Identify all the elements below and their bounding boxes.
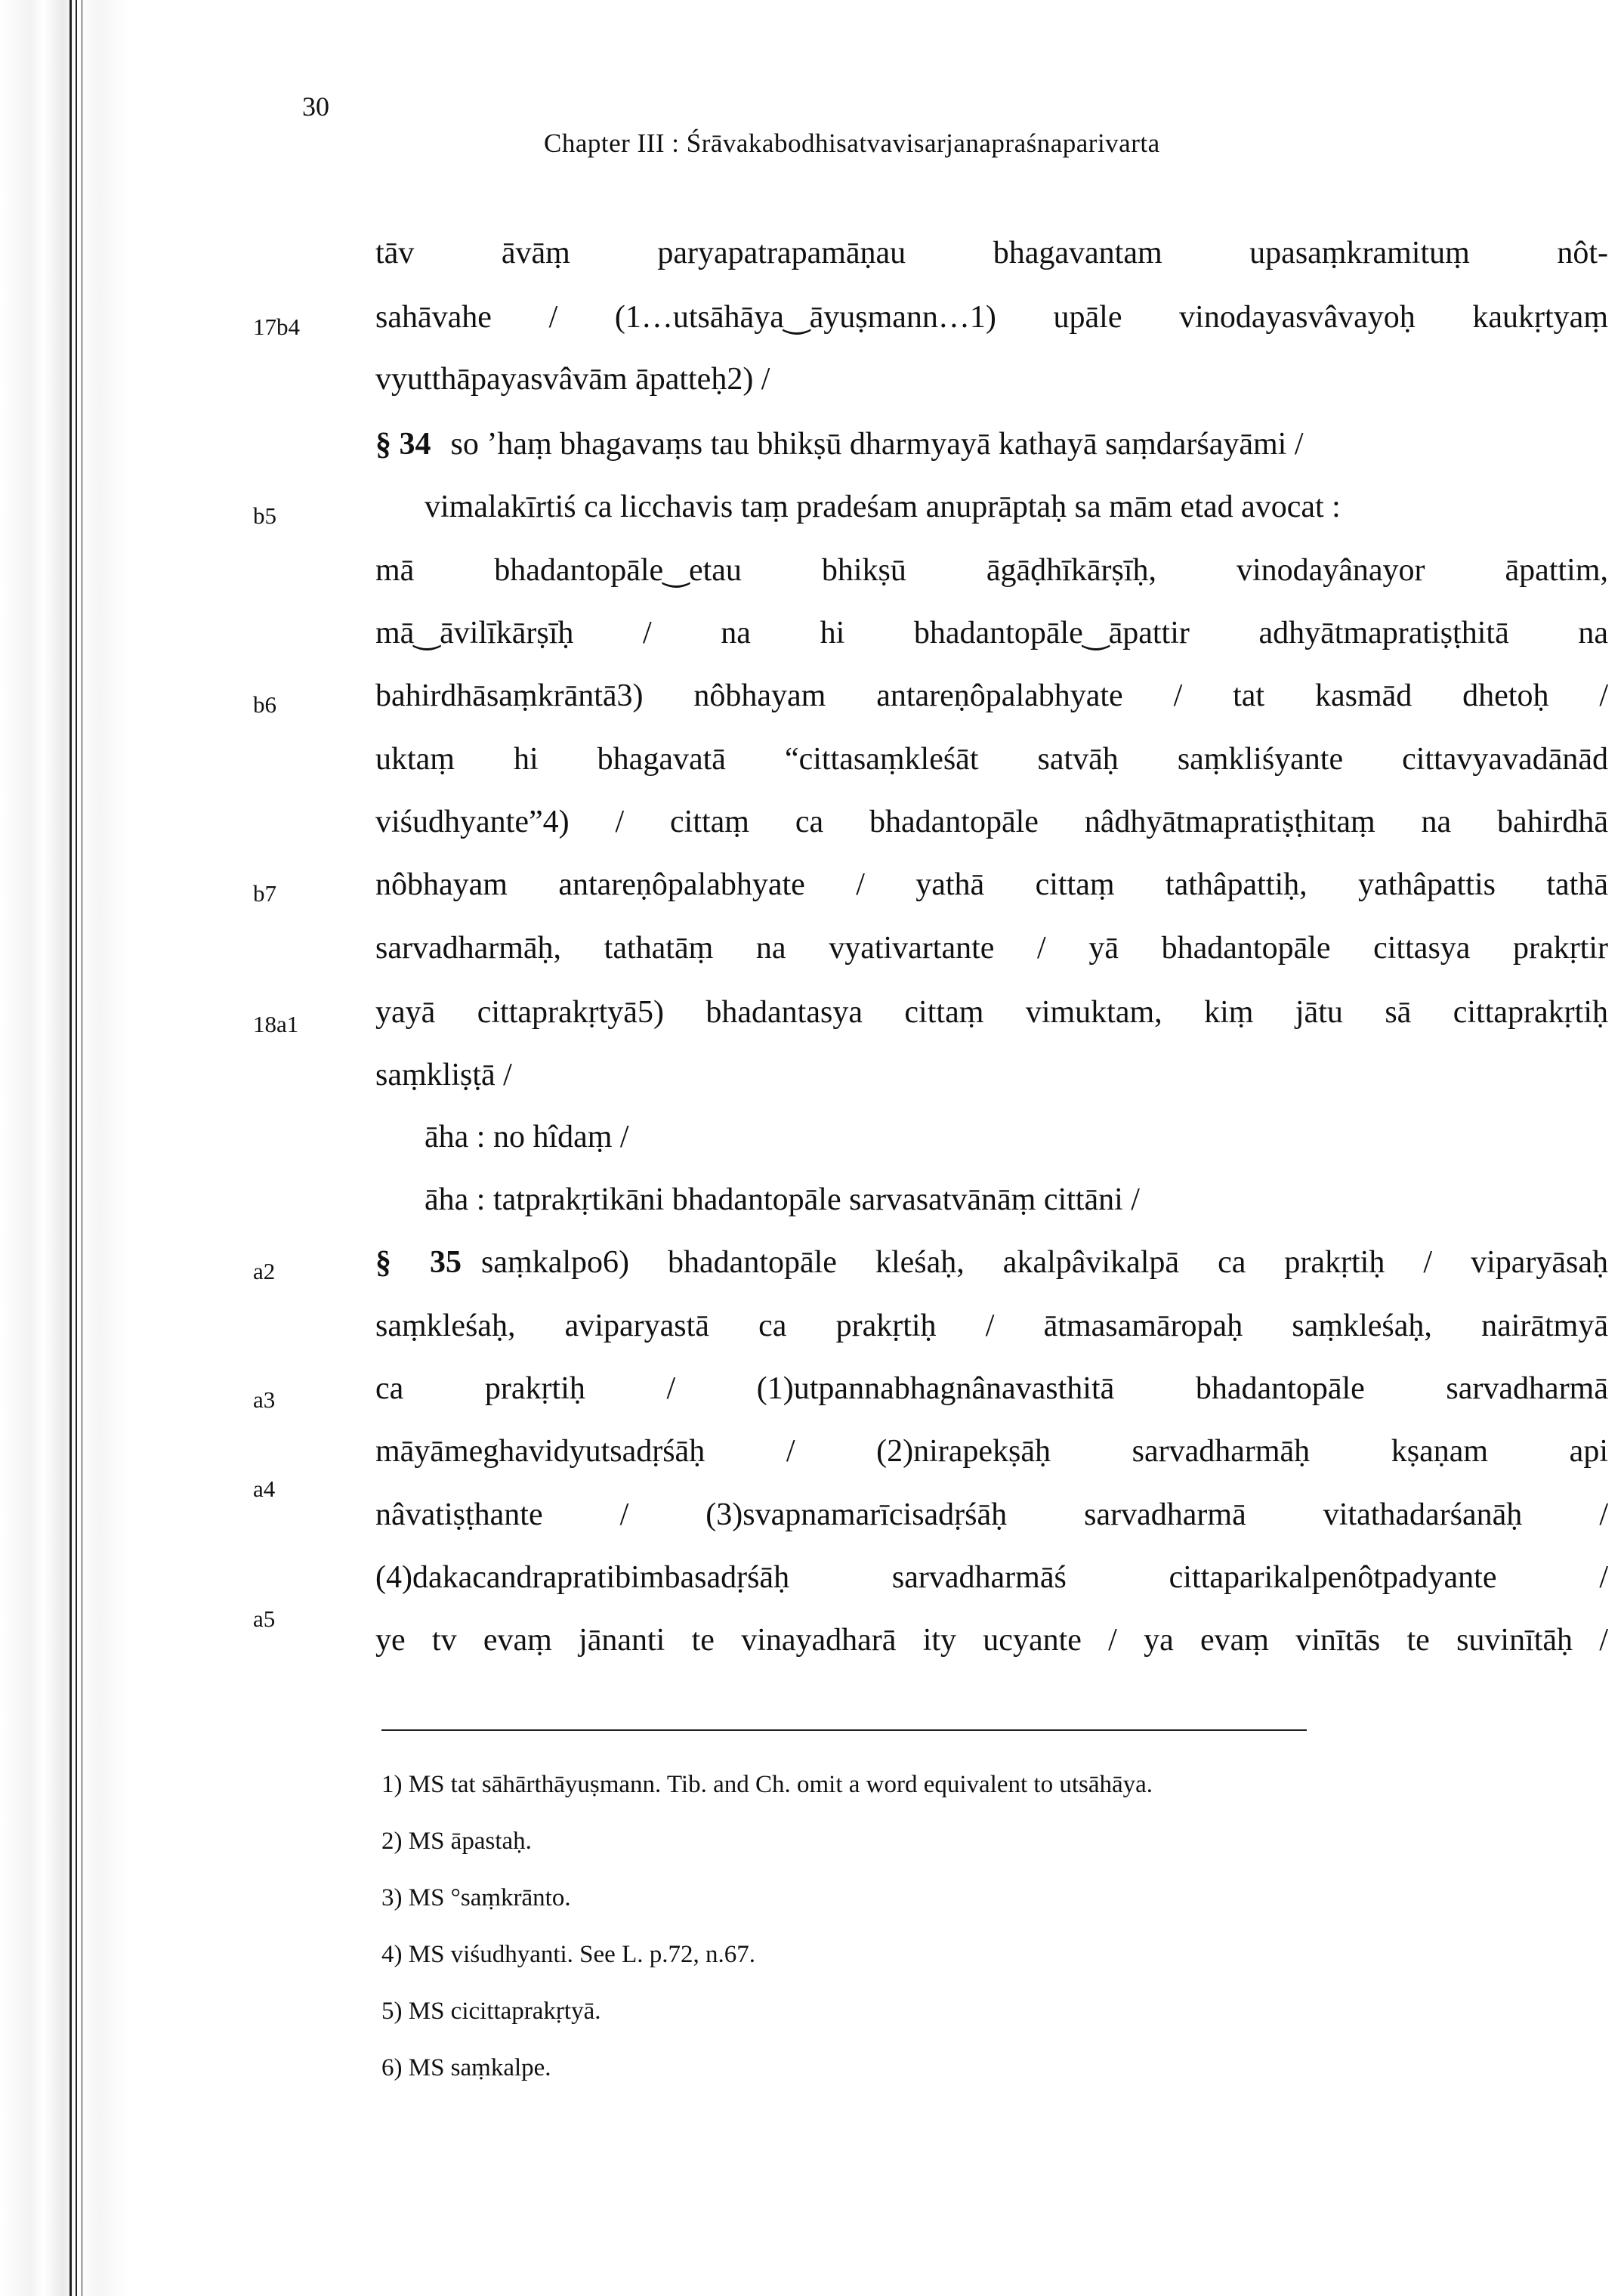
section-number: § 35 [375,1245,462,1280]
margin-ref: a4 [253,1476,276,1502]
text-line: āha : tatprakṛtikāni bhadantopāle sarvasatvānāṃ cittāni / [425,1182,1140,1217]
text-line: sahāvahe / (1…utsāhāya‿āyuṣmann…1) upāle vinodayasvâvayoḥ kaukṛtyaṃ [375,300,1608,335]
text-line: ca prakṛtiḥ / (1)utpannabhagnânavasthitā bhadantopāle sarvadharmā [375,1371,1608,1406]
text-line: ye tv evaṃ jānanti te vinayadharā ity ucyante / ya evaṃ vinītās te suvinītāḥ / [375,1623,1608,1658]
text-line: uktaṃ hi bhagavatā “cittasaṃkleśāt satvāḥ saṃkliśyante cittavyavadānād [375,742,1608,777]
footnote: 3) MS °saṃkrānto. [381,1884,571,1911]
book-spine-shadow [0,0,128,2296]
text-line: māyāmeghavidyutsadṛśāḥ / (2)nirapekṣāḥ sarvadharmāḥ kṣaṇam api [375,1434,1608,1469]
text-line: yayā cittaprakṛtyā5) bhadantasya cittaṃ vimuktam, kiṃ jātu sā cittaprakṛtiḥ [375,995,1608,1030]
spine-line [76,0,77,2296]
margin-ref: a2 [253,1258,276,1284]
margin-ref: 17b4 [253,314,300,340]
text-line: sarvadharmāḥ, tathatāṃ na vyativartante / yā bhadantopāle cittasya prakṛtir [375,931,1608,966]
text-line: nôbhayam antareṇôpalabhyate / yathā cittaṃ tathâpattiḥ, yathâpattis tathā [375,867,1608,902]
text-line: tāv āvāṃ paryapatrapamāṇau bhagavantam upasaṃkramituṃ nôt- [375,236,1608,270]
footnote: 6) MS saṃkalpe. [381,2054,551,2081]
text-line: saṃkleśaḥ, aviparyastā ca prakṛtiḥ / ātmasamāropaḥ saṃkleśaḥ, nairātmyā [375,1309,1608,1343]
margin-ref: b6 [253,691,276,718]
margin-ref: a3 [253,1386,276,1413]
margin-ref: a5 [253,1605,276,1632]
text-line: mā bhadantopāle‿etau bhikṣū āgāḍhīkārṣīḥ, vinodayânayor āpattim, [375,553,1608,588]
text-line: nâvatiṣṭhante / (3)svapnamarīcisadṛśāḥ sarvadharmā vitathadarśanāḥ / [375,1497,1608,1532]
footnote: 2) MS āpastaḥ. [381,1828,532,1855]
text-line-body: so ’haṃ bhagavaṃs tau bhikṣū dharmyayā kathayā saṃdarśayāmi / [450,427,1304,462]
page-number: 30 [302,91,329,122]
text-line: viśudhyante”4) / cittaṃ ca bhadantopāle nâdhyātmapratiṣṭhitaṃ na bahirdhā [375,805,1608,839]
running-header: Chapter III : Śrāvakabodhisatvavisarjanapraśnaparivarta [544,128,1160,158]
text-line [375,422,1608,467]
footnote: 5) MS cicittaprakṛtyā. [381,1998,601,2025]
footnote: 4) MS viśudhyanti. See L. p.72, n.67. [381,1941,755,1968]
text-line: mā‿āvilīkārṣīḥ / na hi bhadantopāle‿āpattir adhyātmapratiṣṭhitā na [375,616,1608,650]
text-line: bahirdhāsaṃkrāntā3) nôbhayam antareṇôpalabhyate / tat kasmād dhetoḥ / [375,678,1608,713]
footnote: 1) MS tat sāhārthāyuṣmann. Tib. and Ch. omit a word equivalent to utsāhāya. [381,1771,1153,1798]
spine-line [69,0,72,2296]
margin-ref: 18a1 [253,1011,299,1037]
text-line: āha : no hîdaṃ / [425,1120,629,1154]
section-number: § 34 [375,427,431,462]
text-line: saṃkliṣṭā / [375,1058,512,1092]
text-line-body: saṃkalpo6) bhadantopāle kleśaḥ, akalpâvikalpā ca prakṛtiḥ / viparyāsaḥ [481,1245,1609,1280]
text-line: (4)dakacandrapratibimbasadṛśāḥ sarvadharmāś cittaparikalpenôtpadyante / [375,1560,1608,1595]
text-line: vyutthāpayasvâvām āpatteḥ2) / [375,362,770,397]
text-line: vimalakīrtiś ca licchavis taṃ pradeśam anuprāptaḥ sa mām etad avocat : [425,490,1341,524]
margin-ref: b7 [253,880,276,907]
margin-ref: b5 [253,502,276,529]
footnote-divider [381,1729,1307,1731]
text-line [375,1240,1608,1285]
